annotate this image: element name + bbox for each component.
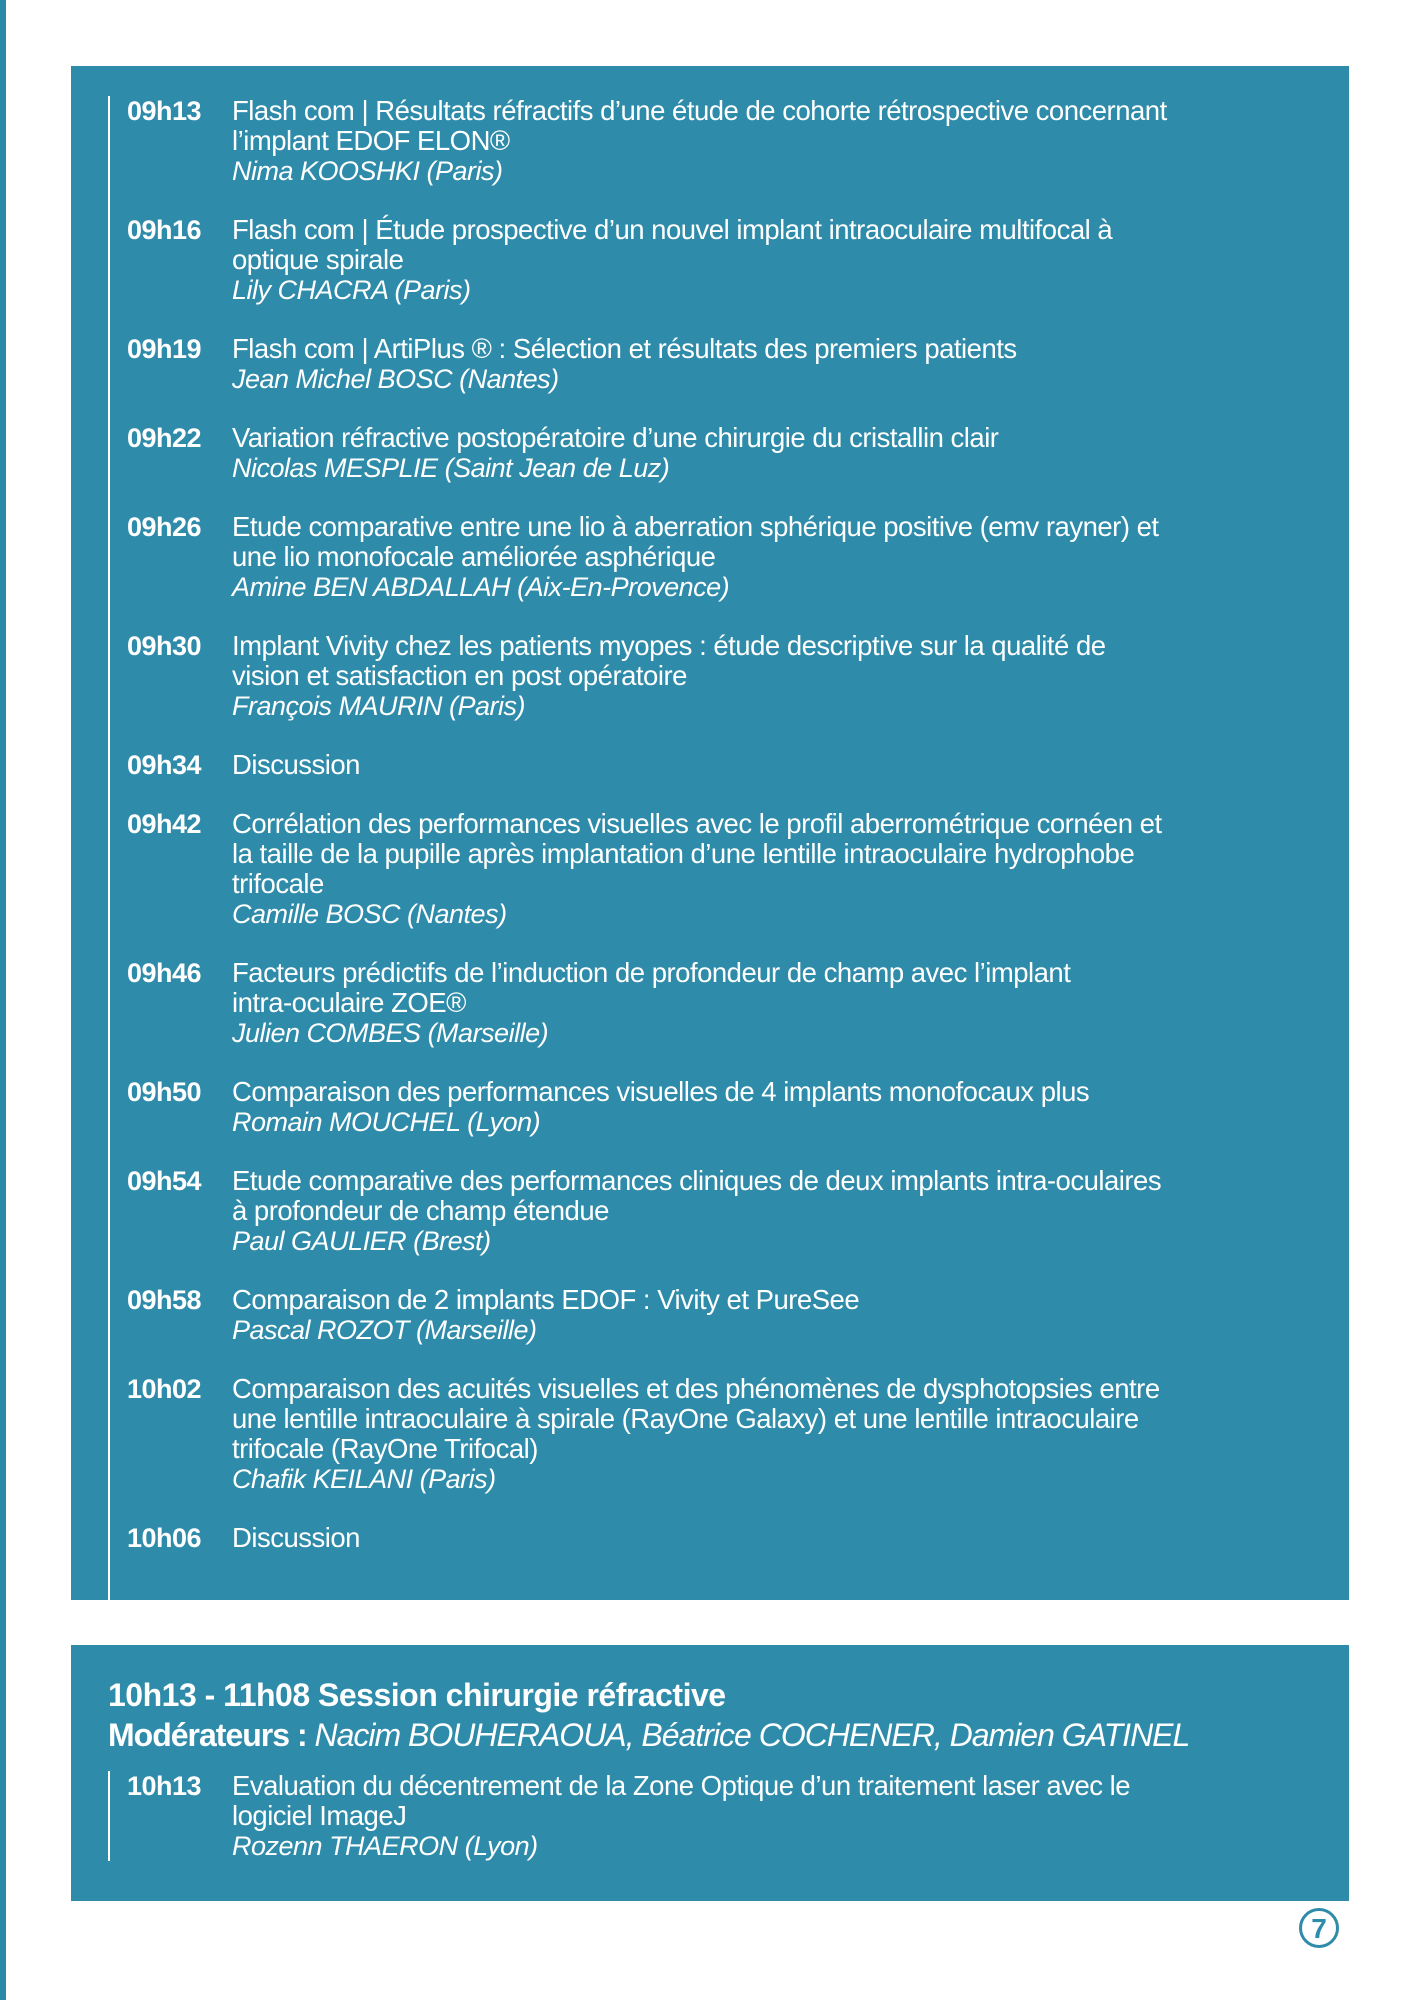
entry-title-line: intra-oculaire ZOE® <box>232 987 466 1018</box>
program-entry <box>110 215 1349 334</box>
entry-time: 09h46 <box>127 958 202 988</box>
entry-title-line: l’implant EDOF ELON® <box>232 125 510 156</box>
entry-time: 10h02 <box>127 1374 202 1404</box>
entry-time: 09h42 <box>127 809 202 839</box>
entry-author: Pascal ROZOT (Marseille) <box>232 1315 537 1345</box>
moderators-names: Nacim BOUHERAOUA, Béatrice COCHENER, Damien GATINEL <box>306 1717 1190 1753</box>
entry-title-line: Evaluation du décentrement de la Zone Optique d’un traitement laser avec le <box>232 1770 1131 1801</box>
entry-author: Jean Michel BOSC (Nantes) <box>232 364 559 394</box>
entry-title-line: Facteurs prédictifs de l’induction de profondeur de champ avec l’implant <box>232 957 1071 988</box>
program-entry <box>110 1523 1349 1553</box>
program-entry <box>110 631 1349 750</box>
entry-author: Paul GAULIER (Brest) <box>232 1226 491 1256</box>
entry-author: Chafik KEILANI (Paris) <box>232 1464 496 1494</box>
program-entry <box>110 809 1349 958</box>
entry-title-line: optique spirale <box>232 244 404 275</box>
entry-time: 10h06 <box>127 1523 202 1553</box>
entry-author: Julien COMBES (Marseille) <box>232 1018 549 1048</box>
program-entry <box>110 958 1349 1077</box>
entry-time: 09h54 <box>127 1166 202 1196</box>
entry-title-line: Etude comparative entre une lio à aberration sphérique positive (emv rayner) et <box>232 511 1159 542</box>
program-entry <box>110 1771 1349 1861</box>
entry-author: Amine BEN ABDALLAH (Aix-En-Provence) <box>232 572 730 602</box>
entry-author: Camille BOSC (Nantes) <box>232 899 507 929</box>
program-entry <box>110 1166 1349 1285</box>
entry-time: 09h50 <box>127 1077 202 1107</box>
entry-body <box>232 750 1349 780</box>
program-entry <box>110 334 1349 423</box>
session-panel-refractive <box>71 1645 1349 1901</box>
entry-title-line: Corrélation des performances visuelles avec le profil aberrométrique cornéen et <box>232 808 1162 839</box>
entry-body <box>232 1166 1349 1256</box>
entry-title-line: trifocale (RayOne Trifocal) <box>232 1433 538 1464</box>
program-entry <box>110 750 1349 809</box>
entry-title-line: une lentille intraoculaire à spirale (RayOne Galaxy) et une lentille intraoculaire <box>232 1403 1139 1434</box>
entry-body <box>232 631 1349 721</box>
entry-author: Nicolas MESPLIE (Saint Jean de Luz) <box>232 453 670 483</box>
entry-body <box>232 1771 1349 1861</box>
entry-title-line: Implant Vivity chez les patients myopes : étude descriptive sur la qualité de <box>232 630 1106 661</box>
program-entry <box>110 1077 1349 1166</box>
entry-author: François MAURIN (Paris) <box>232 691 526 721</box>
entry-body <box>232 512 1349 602</box>
entry-time: 09h30 <box>127 631 202 661</box>
entry-body <box>232 334 1349 394</box>
entry-body <box>232 96 1349 186</box>
entry-body <box>232 1077 1349 1137</box>
moderators-label: Modérateurs : <box>108 1717 307 1753</box>
entry-body <box>232 1285 1349 1345</box>
program-entry <box>110 512 1349 631</box>
entry-title-line: Comparaison des performances visuelles de 4 implants monofocaux plus <box>232 1076 1090 1107</box>
entry-time: 09h58 <box>127 1285 202 1315</box>
entry-body <box>232 215 1349 305</box>
program-entry <box>110 1285 1349 1374</box>
entry-body <box>232 1374 1349 1494</box>
program-panel-1 <box>71 66 1349 1600</box>
entry-time: 09h26 <box>127 512 202 542</box>
entry-time: 09h13 <box>127 96 202 126</box>
entry-title-line: la taille de la pupille après implantation d’une lentille intraoculaire hydrophobe <box>232 838 1135 869</box>
program-entry <box>110 1374 1349 1523</box>
entry-time: 09h34 <box>127 750 202 780</box>
entry-body <box>232 1523 1349 1553</box>
entry-title-line: Comparaison des acuités visuelles et des phénomènes de dysphotopsies entre <box>232 1373 1160 1404</box>
entry-title-line: Discussion <box>232 1522 360 1553</box>
entry-title-line: Comparaison de 2 implants EDOF : Vivity et PureSee <box>232 1284 860 1315</box>
left-edge-bar <box>0 0 6 2000</box>
entry-body <box>232 423 1349 483</box>
entry-time: 10h13 <box>127 1771 202 1801</box>
entry-time: 09h22 <box>127 423 202 453</box>
program-list <box>108 96 1349 1600</box>
entry-title-line: Flash com | Étude prospective d’un nouvel implant intraoculaire multifocal à <box>232 214 1113 245</box>
session-moderators <box>108 1715 1349 1755</box>
entry-title-line: Etude comparative des performances cliniques de deux implants intra-oculaires <box>232 1165 1162 1196</box>
program-entry <box>110 96 1349 215</box>
entry-title-line: logiciel ImageJ <box>232 1800 407 1831</box>
entry-title-line: une lio monofocale améliorée asphérique <box>232 541 716 572</box>
entry-time: 09h16 <box>127 215 202 245</box>
entry-author: Romain MOUCHEL (Lyon) <box>232 1107 541 1137</box>
entry-title-line: trifocale <box>232 868 324 899</box>
entry-title-line: Flash com | ArtiPlus ® : Sélection et résultats des premiers patients <box>232 333 1017 364</box>
entry-author: Rozenn THAERON (Lyon) <box>232 1831 538 1861</box>
session-title: 10h13 - 11h08 Session chirurgie réfractive <box>108 1677 726 1713</box>
entry-title-line: Discussion <box>232 749 360 780</box>
entry-title-line: Variation réfractive postopératoire d’une chirurgie du cristallin clair <box>232 422 999 453</box>
entry-body <box>232 809 1349 929</box>
entry-title-line: à profondeur de champ étendue <box>232 1195 609 1226</box>
entry-author: Lily CHACRA (Paris) <box>232 275 471 305</box>
page-number: 7 <box>1299 1908 1339 1948</box>
entry-time: 09h19 <box>127 334 202 364</box>
program-entry <box>110 423 1349 512</box>
entry-author: Nima KOOSHKI (Paris) <box>232 156 503 186</box>
program-list <box>108 1771 1349 1861</box>
entry-title-line: Flash com | Résultats réfractifs d’une étude de cohorte rétrospective concernant <box>232 95 1167 126</box>
entry-body <box>232 958 1349 1048</box>
entry-title-line: vision et satisfaction en post opératoire <box>232 660 687 691</box>
